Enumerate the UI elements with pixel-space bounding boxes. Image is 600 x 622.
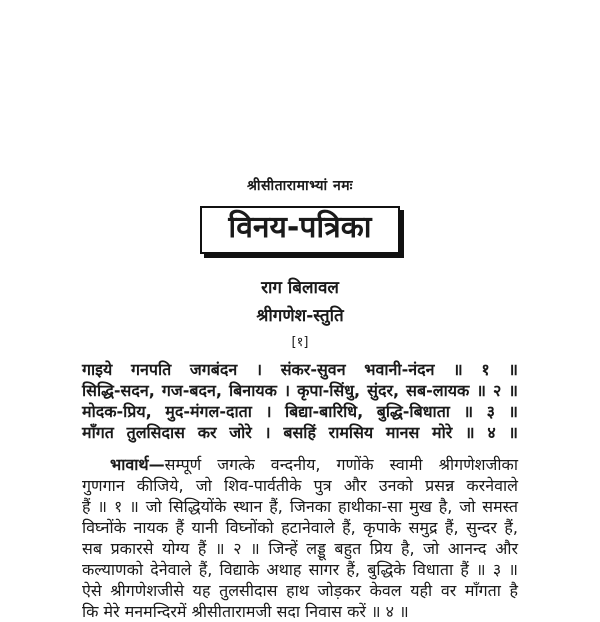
hymn-number: [१]	[291, 335, 309, 350]
commentary-label: भावार्थ—	[110, 455, 165, 474]
commentary-line-7: ऐसे श्रीगणेशजीसे यह तुलसीदास हाथ जोड़कर केवल यही वर माँगता है	[82, 581, 518, 600]
commentary-line-3: हैं ॥ १ ॥ जो सिद्धियोंके स्थान हैं, जिनका हाथीका-सा मुख है, जो समस्त	[82, 497, 518, 516]
verse-line-2: सिद्धि-सदन, गज-बदन, बिनायक । कृपा-सिंधु, सुंदर, सब-लायक ॥ २ ॥	[82, 381, 518, 400]
commentary-line-1-text: सम्पूर्ण जगत्के वन्दनीय, गणोंके स्वामी श्रीगणेशजीका	[164, 455, 518, 474]
commentary-line-2: गुणगान कीजिये, जो शिव-पार्वतीके पुत्र और उनको प्रसन्न करनेवाले	[82, 476, 518, 495]
commentary-line-4: विघ्नोंके नायक हैं यानी विघ्नोंको हटानेवाले हैं, कृपाके समुद्र हैं, सुन्दर हैं,	[82, 518, 518, 537]
title-box-container	[0, 206, 600, 254]
verse-line-4: माँगत तुलसिदास कर जोरे । बसहिं रामसिय मानस मोरे ॥ ४ ॥	[82, 423, 518, 442]
book-title: विनय-पत्रिका	[228, 210, 372, 245]
commentary-block	[82, 454, 518, 622]
commentary-line-6: कल्याणको देनेवाले हैं, विद्याके अथाह सागर हैं, बुद्धिके विधाता हैं ॥ ३ ॥	[82, 560, 518, 579]
invocation-text: श्रीसीतारामाभ्यां नमः	[247, 178, 353, 194]
verse-block	[82, 359, 518, 443]
commentary-line-1	[82, 454, 518, 475]
text-column	[82, 275, 518, 622]
hymn-title: श्रीगणेश-स्तुति	[256, 306, 344, 326]
verse-line-3: मोदक-प्रिय, मुद-मंगल-दाता । बिद्या-बारिधि, बुद्धि-बिधाता ॥ ३ ॥	[82, 402, 518, 421]
commentary-line-5: सब प्रकारसे योग्य हैं ॥ २ ॥ जिन्हें लड्डू बहुत प्रिय है, जो आनन्द और	[82, 539, 518, 558]
raga-heading: राग बिलावल	[261, 278, 339, 298]
title-box	[200, 206, 399, 254]
verse-line-1: गाइये गनपति जगबंदन । संकर-सुवन भवानी-नंदन ॥ १ ॥	[82, 360, 518, 379]
commentary-line-8: कि मेरे मनमन्दिरमें श्रीसीतारामजी सदा निवास करें ॥ ४ ॥	[82, 602, 409, 621]
